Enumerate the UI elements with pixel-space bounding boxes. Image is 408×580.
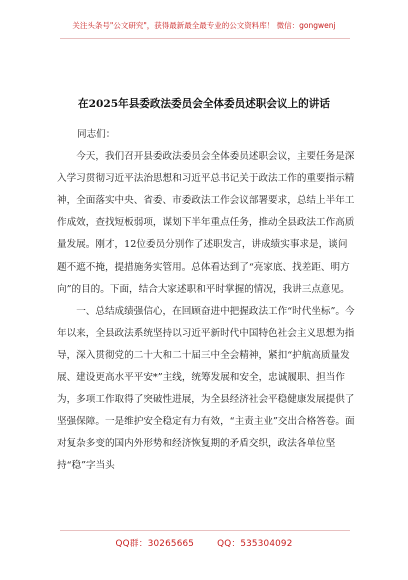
paragraph-1: 今天，我们召开县委政法委员会全体委员述职会议，主要任务是深入学习贯彻习近平法治思想和习近平总书记关于政法工作的重要指示精神，全面落实中央、省委、市委政法工作会议部署要求，总结上半年工作成效，查找短板弱项，谋划下半年重点任务，推动全县政法工作高质量发展。刚才，12位委员分别作了述职发言，讲成绩实事求是，谈问题不遮不掩，提措施务实管用。总体看达到了“亮家底、找差距、明方向”的目的。下面，结合大家述职和平时掌握的情况，我讲三点意见。 — [57, 151, 355, 295]
header-divider — [60, 38, 350, 39]
footer-divider — [60, 530, 350, 531]
footer-qq-group: QQ群：30265665 — [115, 539, 195, 549]
footer-contacts — [0, 536, 408, 549]
paragraph-2: 一、总结成绩强信心，在回顾奋进中把握政法工作“时代坐标”。今年以来，全县政法系统坚持以习近平新时代中国特色社会主义思想为指导，深入贯彻党的二十大和二十届三中全会精神，紧扣“护航高质量发展、建设更高水平平安*”主线，统筹发展和安全，忠诚履职、担当作为，多项工作取得了突破性进展，为全县经济社会平稳健康发展提供了坚强保障。一是维护安全稳定有力有效，“主责主业”交出合格答卷。面对复杂多变的国内外形势和经济恢复期的矛盾交织，政法各单位坚持“稳”字当头 — [57, 305, 355, 472]
greeting: 同志们： — [77, 129, 116, 140]
document-body — [57, 124, 355, 478]
document-title: 在2025年县委政法委员会全体委员述职会议上的讲话 — [78, 98, 330, 110]
footer-qq: QQ：535304092 — [217, 539, 293, 549]
header-notice: 关注头条号"公文研究"，获得最新最全最专业的公文资料库！ 微信：gongwenj — [72, 21, 336, 30]
